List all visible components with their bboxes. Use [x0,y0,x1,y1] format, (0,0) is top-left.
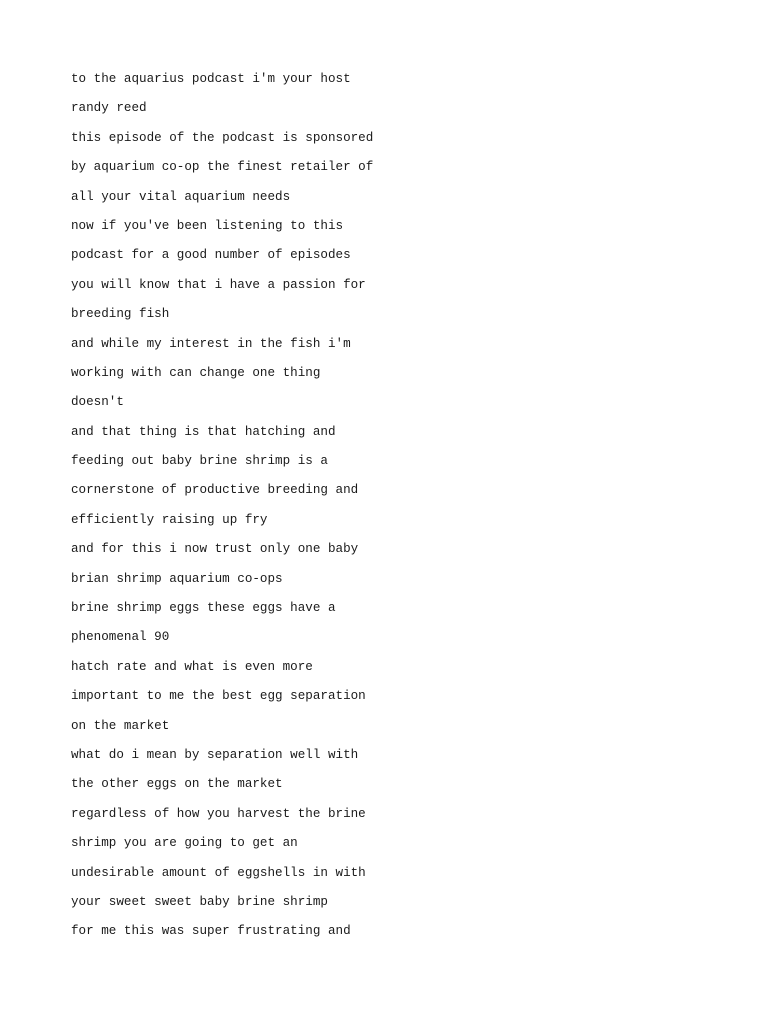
transcript-line: podcast for a good number of episodes [71,248,351,263]
transcript-line: to the aquarius podcast i'm your host [71,72,351,86]
transcript-line: on the market [71,718,170,733]
transcript-line: brian shrimp aquarium co-ops [71,571,283,586]
transcript-line: the other eggs on the market [71,777,283,792]
transcript-line: hatch rate and what is even more [71,659,313,674]
transcript-line: working with can change one thing [71,365,321,380]
transcript-line: your sweet sweet baby brine shrimp [71,894,328,909]
transcript-line: important to me the best egg separation [71,689,366,704]
transcript-line: shrimp you are going to get an [71,836,298,851]
transcript-line: efficiently raising up fry [71,512,268,527]
transcript-line: phenomenal 90 [71,630,170,645]
transcript-line: all your vital aquarium needs [71,189,291,204]
transcript-line: doesn't [71,395,124,410]
transcript-line: brine shrimp eggs these eggs have a [71,601,336,616]
transcript-line: for me this was super frustrating and [71,924,351,939]
transcript-line: now if you've been listening to this [71,218,344,233]
transcript-line: you will know that i have a passion for [71,277,366,292]
transcript-text [71,65,373,947]
transcript-line: undesirable amount of eggshells in with [71,865,366,880]
transcript-line: and while my interest in the fish i'm [71,336,351,351]
transcript-line: and for this i now trust only one baby [71,542,359,557]
transcript-line: regardless of how you harvest the brine [71,806,366,821]
transcript-line: breeding fish [71,307,170,322]
transcript-line: and that thing is that hatching and [71,424,336,439]
transcript-line: what do i mean by separation well with [71,747,359,762]
transcript-line: by aquarium co-op the finest retailer of [71,160,374,175]
transcript-line: randy reed [71,101,147,116]
transcript-line: this episode of the podcast is sponsored [71,130,374,145]
transcript-line: feeding out baby brine shrimp is a [71,454,328,469]
transcript-line: cornerstone of productive breeding and [71,483,359,498]
